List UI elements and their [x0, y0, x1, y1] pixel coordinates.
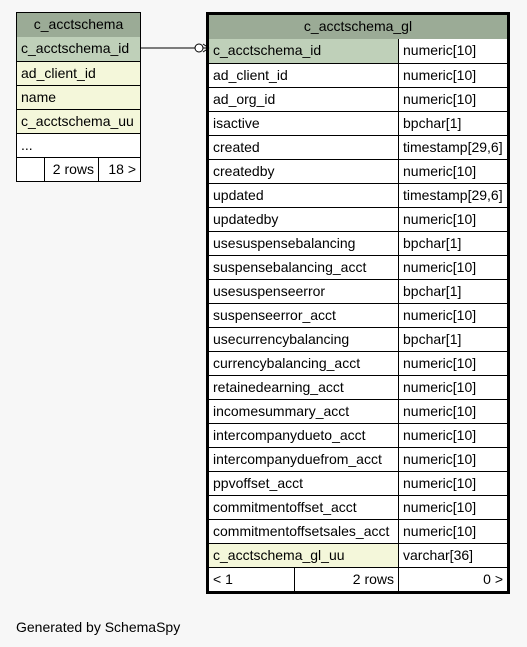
column-name[interactable]: usecurrencybalancing — [209, 328, 399, 351]
column-row[interactable] — [209, 327, 507, 351]
table-footer — [209, 567, 507, 591]
column-row[interactable] — [209, 159, 507, 183]
column-name[interactable]: ppvoffset_acct — [209, 472, 399, 495]
zero-cardinality-marker — [195, 44, 203, 52]
column-name[interactable]: incomesummary_acct — [209, 400, 399, 423]
column-type: bpchar[1] — [399, 232, 507, 255]
column-row[interactable] — [209, 303, 507, 327]
column-row[interactable] — [17, 37, 140, 61]
column-name[interactable]: name — [17, 86, 140, 109]
column-row[interactable] — [209, 87, 507, 111]
column-type: bpchar[1] — [399, 112, 507, 135]
column-row[interactable] — [209, 183, 507, 207]
column-type: numeric[10] — [399, 352, 507, 375]
column-type: timestamp[29,6] — [399, 136, 507, 159]
column-row[interactable] — [209, 375, 507, 399]
table-c-acctschema-gl[interactable] — [206, 12, 510, 594]
column-type: numeric[10] — [399, 208, 507, 231]
column-row[interactable] — [209, 255, 507, 279]
column-type: bpchar[1] — [399, 280, 507, 303]
column-row[interactable] — [209, 63, 507, 87]
column-type: numeric[10] — [399, 448, 507, 471]
column-name[interactable]: ad_org_id — [209, 88, 399, 111]
column-row[interactable] — [17, 109, 140, 133]
column-type: numeric[10] — [399, 88, 507, 111]
column-name[interactable]: commitmentoffset_acct — [209, 496, 399, 519]
column-type: numeric[10] — [399, 376, 507, 399]
column-row[interactable] — [209, 279, 507, 303]
column-row[interactable] — [209, 135, 507, 159]
table-title[interactable]: c_acctschema_gl — [209, 15, 507, 39]
column-row[interactable] — [209, 495, 507, 519]
table-title[interactable]: c_acctschema — [17, 13, 140, 37]
column-name[interactable]: currencybalancing_acct — [209, 352, 399, 375]
column-type: numeric[10] — [399, 400, 507, 423]
column-name[interactable]: ... — [17, 134, 140, 157]
column-name[interactable]: c_acctschema_id — [209, 39, 399, 63]
column-name[interactable]: isactive — [209, 112, 399, 135]
column-name[interactable]: intercompanyduefrom_acct — [209, 448, 399, 471]
column-type: numeric[10] — [399, 304, 507, 327]
column-type: numeric[10] — [399, 160, 507, 183]
footer-children-link[interactable]: 18 > — [99, 158, 140, 181]
column-name[interactable]: intercompanydueto_acct — [209, 424, 399, 447]
column-type: numeric[10] — [399, 256, 507, 279]
column-row[interactable] — [209, 231, 507, 255]
column-type: bpchar[1] — [399, 328, 507, 351]
column-name[interactable]: suspensebalancing_acct — [209, 256, 399, 279]
column-type: timestamp[29,6] — [399, 184, 507, 207]
column-row[interactable] — [209, 519, 507, 543]
column-row[interactable] — [209, 207, 507, 231]
column-row[interactable] — [17, 133, 140, 157]
footer-row-count: 2 rows — [295, 568, 399, 591]
column-type: varchar[36] — [399, 544, 507, 567]
table-footer — [17, 157, 140, 181]
column-row[interactable] — [209, 39, 507, 63]
column-type: numeric[10] — [399, 424, 507, 447]
column-name[interactable]: usesuspensebalancing — [209, 232, 399, 255]
column-name[interactable]: created — [209, 136, 399, 159]
column-name[interactable]: ad_client_id — [209, 64, 399, 87]
column-name[interactable]: c_acctschema_id — [17, 37, 140, 61]
column-name[interactable]: c_acctschema_uu — [17, 110, 140, 133]
column-type: numeric[10] — [399, 64, 507, 87]
column-row[interactable] — [209, 399, 507, 423]
column-row[interactable] — [209, 447, 507, 471]
column-row[interactable] — [17, 61, 140, 85]
column-row[interactable] — [209, 543, 507, 567]
column-row[interactable] — [209, 423, 507, 447]
column-name[interactable]: usesuspenseerror — [209, 280, 399, 303]
column-name[interactable]: suspenseerror_acct — [209, 304, 399, 327]
column-name[interactable]: retainedearning_acct — [209, 376, 399, 399]
column-row[interactable] — [209, 111, 507, 135]
column-type: numeric[10] — [399, 472, 507, 495]
column-row[interactable] — [209, 471, 507, 495]
column-row[interactable] — [17, 85, 140, 109]
column-name[interactable]: commitmentoffsetsales_acct — [209, 520, 399, 543]
column-row[interactable] — [209, 351, 507, 375]
column-name[interactable]: updated — [209, 184, 399, 207]
footer-parents — [17, 158, 45, 181]
generated-by-label: Generated by SchemaSpy — [16, 619, 181, 635]
column-type: numeric[10] — [399, 520, 507, 543]
footer-children-link[interactable]: 0 > — [399, 568, 507, 591]
column-type: numeric[10] — [399, 496, 507, 519]
column-name[interactable]: c_acctschema_gl_uu — [209, 544, 399, 567]
column-name[interactable]: updatedby — [209, 208, 399, 231]
column-name[interactable]: ad_client_id — [17, 62, 140, 85]
column-name[interactable]: createdby — [209, 160, 399, 183]
table-c-acctschema[interactable] — [16, 12, 141, 182]
column-type: numeric[10] — [399, 39, 507, 63]
footer-row-count: 2 rows — [45, 158, 99, 181]
footer-parents-link[interactable]: < 1 — [209, 568, 295, 591]
